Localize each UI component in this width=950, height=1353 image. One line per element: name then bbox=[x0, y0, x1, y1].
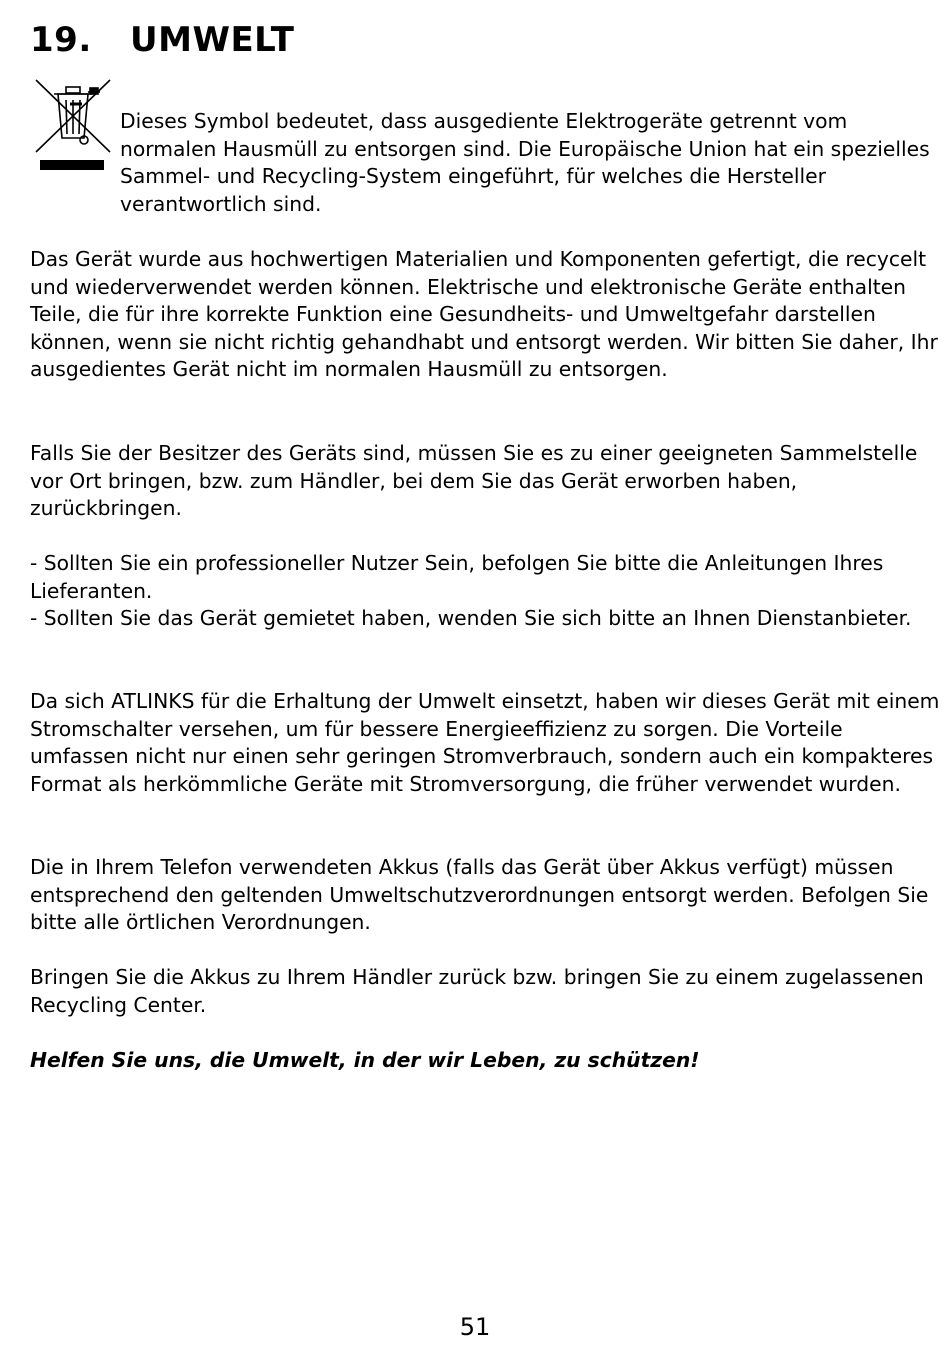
paragraph-text: Da sich ATLINKS für die Erhaltung der Umwelt einsetzt, haben wir dieses Gerät mit einem Stromschalter versehen, um für bessere Energieeffizienz zu sorgen. Die Vorteile umfassen nicht nur einen sehr geringen Stromverbrauch, sondern auch ein kompakteres Format als herkömmliche Geräte mit Stromversorgung, die früher verwendet wurden. bbox=[30, 689, 940, 796]
paragraph-text: Das Gerät wurde aus hochwertigen Materialien und Komponenten gefertigt, die recycelt und wiederverwendet werden können. Elektrische und elektronische Geräte enthalten Teile, die für ihre korrekte Funktion eine Gesundheits- und Umweltgefahr darstellen können, wenn sie nicht richtig gehandhabt und entsorgt werden. Wir bitten Sie daher, Ihr ausgedientes Gerät nicht im normalen Hausmüll zu entsorgen. bbox=[30, 247, 938, 382]
page-number: 51 bbox=[459, 1313, 491, 1341]
paragraph-text: Falls Sie der Besitzer des Geräts sind, müssen Sie es zu einer geeigneten Sammelstelle vor Ort bringen, bzw. zum Händler, bei dem Sie das Gerät erworben haben, zurückbringen. bbox=[30, 441, 918, 521]
list-item: - Sollten Sie ein professioneller Nutzer Sein, befolgen Sie bitte die Anleitungen Ihres Lieferanten. bbox=[30, 551, 884, 603]
intro-paragraph: Dieses Symbol bedeutet, dass ausgediente Elektrogeräte getrennt vom normalen Hausmüll zu entsorgen sind. Die Europäische Union hat ein spezielles Sammel- und Recycling-System eingeführt, für welches die Hersteller verantwortlich sind. bbox=[120, 109, 930, 216]
paragraph-users bbox=[30, 550, 940, 633]
paragraph-text: Bringen Sie die Akkus zu Ihrem Händler zurück bzw. bringen Sie zu einem zugelassenen Recycling Center. bbox=[30, 965, 924, 1017]
closing-statement bbox=[30, 1047, 940, 1075]
closing-text: Helfen Sie uns, die Umwelt, in der wir Leben, zu schützen! bbox=[30, 1048, 700, 1072]
section-title: UMWELT bbox=[130, 20, 295, 60]
section-number: 19. bbox=[30, 20, 92, 60]
section-heading bbox=[30, 20, 294, 60]
paragraph-materials bbox=[30, 246, 940, 384]
paragraph-batteries bbox=[30, 854, 940, 937]
weee-crossed-bin-icon bbox=[30, 78, 120, 166]
list-item: - Sollten Sie das Gerät gemietet haben, wenden Sie sich bitte an Ihnen Dienstanbieter. bbox=[30, 606, 912, 631]
paragraph-text: Die in Ihrem Telefon verwendeten Akkus (falls das Gerät über Akkus verfügt) müssen entsprechend den geltenden Umweltschutzverordnungen entsorgt werden. Befolgen Sie bitte alle örtlichen Verordnungen. bbox=[30, 855, 929, 935]
paragraph-recycling-center bbox=[30, 964, 940, 1019]
intro-block bbox=[30, 108, 940, 218]
paragraph-atlinks bbox=[30, 688, 940, 798]
paragraph-owner bbox=[30, 440, 940, 523]
